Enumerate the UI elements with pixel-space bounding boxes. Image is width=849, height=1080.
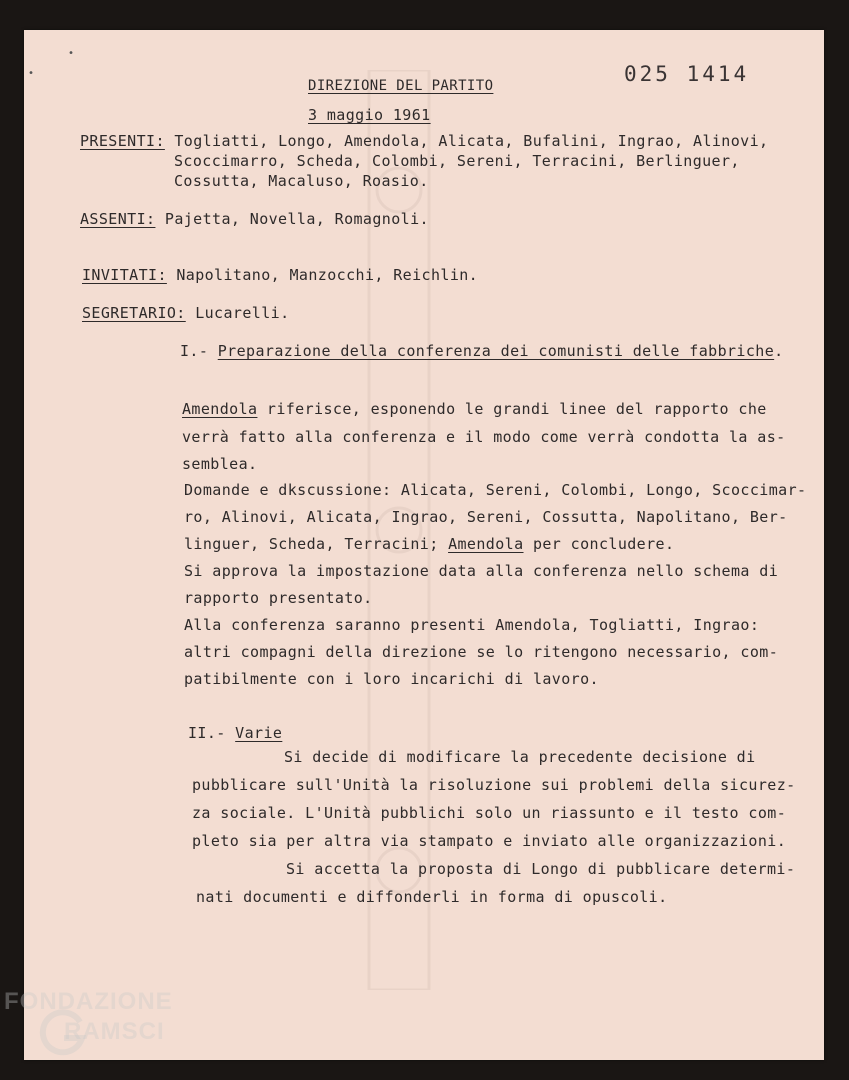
assenti-names: Pajetta, Novella, Romagnoli.	[164, 210, 429, 228]
s2-p1-line-3: za sociale. L'Unità pubblichi solo un riassunto e il testo com-	[192, 804, 787, 822]
invitati-line	[82, 266, 478, 284]
section-2-heading	[188, 724, 282, 742]
s1-p4-line-2: altri compagni della direzione se lo ritengono necessario, com-	[184, 643, 779, 661]
s1-p2-speaker: Amendola	[448, 535, 524, 553]
s2-p1-line-1: Si decide di modificare la precedente decisione di	[284, 748, 756, 766]
document-page	[24, 30, 824, 1060]
document-date: 3 maggio 1961	[308, 106, 431, 124]
logo-line-2: RAMSCI	[64, 1018, 165, 1045]
s1-p1-speaker: Amendola	[182, 400, 258, 418]
assenti-line	[80, 210, 429, 228]
section-1-title-end: .	[774, 342, 784, 360]
assenti-label: ASSENTI:	[80, 210, 156, 228]
section-2-title: Varie	[235, 724, 283, 742]
s2-p2-line-2: nati documenti e diffonderli in forma di opuscoli.	[196, 888, 668, 906]
fondazione-gramsci-logo	[4, 988, 224, 1068]
presenti-line-2: Scoccimarro, Scheda, Colombi, Sereni, Terracini, Berlinguer,	[174, 152, 740, 170]
s1-p1-line-2: verrà fatto alla conferenza e il modo come verrà condotta la as-	[182, 428, 786, 446]
watermark	[359, 70, 439, 990]
paper-speck: •	[68, 48, 75, 59]
presenti-names: Togliatti, Longo, Amendola, Alicata, Bufalini, Ingrao, Alinovi,	[174, 132, 769, 150]
presenti-line-3: Cossutta, Macaluso, Roasio.	[174, 172, 429, 190]
s1-p2-line-2: ro, Alinovi, Alicata, Ingrao, Sereni, Cossutta, Napolitano, Ber-	[184, 508, 788, 526]
presenti-line-1	[80, 132, 768, 150]
s1-p1-line-3: semblea.	[182, 455, 258, 473]
segretario-line	[82, 304, 290, 322]
segretario-name: Lucarelli.	[195, 304, 290, 322]
document-title: DIREZIONE DEL PARTITO	[308, 78, 494, 94]
section-1-title: Preparazione della conferenza dei comunisti delle fabbriche	[217, 342, 775, 360]
document-number: 025 1414	[624, 62, 750, 86]
watermark-graphic	[359, 70, 439, 990]
s1-p2-text-a: linguer, Scheda, Terracini;	[184, 535, 449, 553]
s1-p2-text-b: per concludere.	[523, 535, 675, 553]
s1-p2-line-1: Domande e dkscussione: Alicata, Sereni, Colombi, Longo, Scoccimar-	[184, 481, 807, 499]
s2-p1-line-4: pleto sia per altra via stampato e inviato alle organizzazioni.	[192, 832, 787, 850]
section-1-number: I.-	[180, 342, 209, 360]
invitati-label: INVITATI:	[82, 266, 167, 284]
s1-p1-line-1	[182, 400, 767, 418]
s2-p2-line-1: Si accetta la proposta di Longo di pubblicare determi-	[286, 860, 796, 878]
presenti-label: PRESENTI:	[80, 132, 165, 150]
s1-p4-line-1: Alla conferenza saranno presenti Amendola, Togliatti, Ingrao:	[184, 616, 760, 634]
invitati-names: Napolitano, Manzocchi, Reichlin.	[176, 266, 479, 284]
segretario-label: SEGRETARIO:	[82, 304, 186, 322]
s1-p4-line-3: patibilmente con i loro incarichi di lavoro.	[184, 670, 599, 688]
s2-p1-line-2: pubblicare sull'Unità la risoluzione sui problemi della sicurez-	[192, 776, 796, 794]
section-2-number: II.-	[188, 724, 226, 742]
logo-line-1: FONDAZIONE	[4, 988, 173, 1015]
s1-p3-line-2: rapporto presentato.	[184, 589, 373, 607]
s1-p2-line-3	[184, 535, 674, 553]
paper-speck: •	[28, 68, 35, 79]
s1-p3-line-1: Si approva la impostazione data alla conferenza nello schema di	[184, 562, 779, 580]
s1-p1-text: riferisce, esponendo le grandi linee del rapporto che	[257, 400, 767, 418]
section-1-heading	[180, 342, 784, 360]
